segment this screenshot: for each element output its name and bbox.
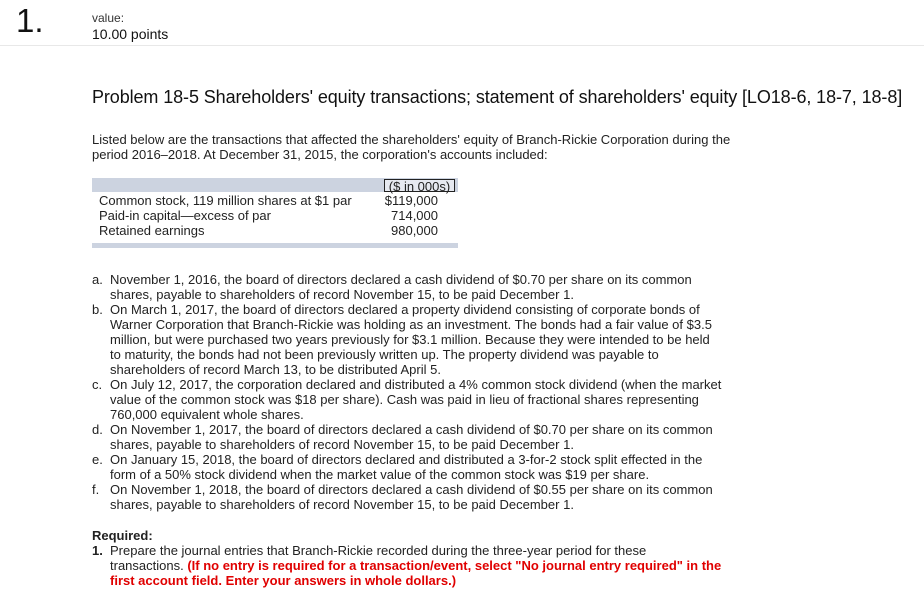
transaction-item (92, 302, 722, 377)
problem-title: Problem 18-5 Shareholders' equity transactions; statement of shareholders' equity [LO18-6, 18-7, 18-8] (92, 87, 903, 107)
transaction-item (92, 482, 722, 512)
transaction-marker: c. (92, 377, 103, 392)
transaction-item (92, 272, 722, 302)
transaction-marker: d. (92, 422, 103, 437)
transaction-text: On January 15, 2018, the board of directors declared and distributed a 3-for-2 stock split effected in the form of a 50% stock dividend when the market value of the common stock was $19 per share. (110, 452, 703, 482)
required-heading: Required: (92, 528, 153, 543)
value-label: value: (92, 11, 125, 25)
table-bottom-band (92, 243, 458, 248)
problem-intro: Listed below are the transactions that affected the shareholders' equity of Branch-Rickie Corporation during the period 2016–2018. At December 31, 2015, the corporation's accounts included: (92, 132, 731, 162)
table-row-value: $119,000 (384, 193, 438, 208)
transaction-text: On July 12, 2017, the corporation declared and distributed a 4% common stock dividend (when the market value of the common stock was $18 per share). Cash was paid in lieu of fractional shares representing 760,000 equivalent whole shares. (110, 377, 722, 422)
table-row-value: 980,000 (391, 223, 438, 238)
points-value: 10.00 points (92, 26, 169, 42)
table-row-label: Paid-in capital—excess of par (99, 208, 271, 223)
table-row-label: Common stock, 119 million shares at $1 par (99, 193, 352, 208)
transaction-item (92, 452, 722, 482)
transaction-text: November 1, 2016, the board of directors declared a cash dividend of $0.70 per share on its common shares, payable to shareholders of record November 15, to be paid December 1. (110, 272, 692, 302)
transaction-text: On March 1, 2017, the board of directors declared a property dividend consisting of corporate bonds of Warner Corporation that Branch-Rickie was holding as an investment. The bonds had a fair value of $3.5 million, but were purchased two years previously for $3.1 million. Because they were intended to be held to maturity, the bonds had not been previously written up. The property dividend was payable to shareholders of record March 13, to be distributed April 5. (110, 302, 712, 377)
transaction-marker: a. (92, 272, 103, 287)
transactions-list (92, 272, 722, 512)
transaction-marker: e. (92, 452, 103, 467)
transaction-text: On November 1, 2018, the board of directors declared a cash dividend of $0.55 per share on its common shares, payable to shareholders of record November 15, to be paid December 1. (110, 482, 713, 512)
transaction-marker: f. (92, 482, 100, 497)
transaction-item (92, 377, 722, 422)
table-row-value: 714,000 (391, 208, 438, 223)
required-item-text: Prepare the journal entries that Branch-Rickie recorded during the three-year period for these transactions. (110, 543, 647, 573)
header-divider (0, 45, 924, 46)
required-item-marker: 1. (92, 543, 103, 558)
required-item-instruction: (If no entry is required for a transaction/event, select "No journal entry required" in the first account field. Enter your answers in whole dollars.) (110, 558, 722, 588)
question-number: 1. (16, 2, 44, 39)
transaction-item (92, 422, 722, 452)
required-item (92, 543, 722, 588)
table-column-header: ($ in 000s) (384, 179, 455, 192)
transaction-text: On November 1, 2017, the board of directors declared a cash dividend of $0.70 per share on its common shares, payable to shareholders of record November 15, to be paid December 1. (110, 422, 713, 452)
table-row-label: Retained earnings (99, 223, 205, 238)
transaction-marker: b. (92, 302, 103, 317)
